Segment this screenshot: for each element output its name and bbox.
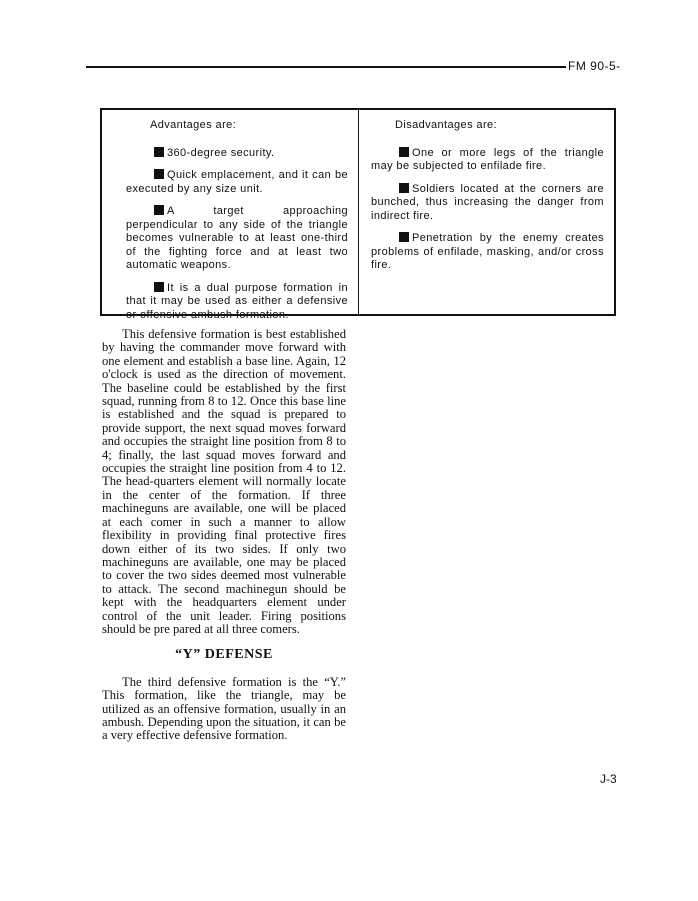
disadvantage-item: One or more legs of the triangle may be subjected to enfilade fire.: [371, 146, 604, 172]
body-paragraph: The third defensive formation is the “Y.” This formation, like the triangle, may be utilized as an offensive formation, usually in an ambush. Depending upon the situation, it can be a very effective defensive formation.: [102, 674, 346, 743]
disadvantages-heading: Disadvantages are:: [395, 119, 497, 131]
bullet-square-icon: [399, 183, 409, 193]
disadvantage-item: Soldiers located at the corners are bunched, thus increasing the danger from indirect fire.: [371, 182, 604, 222]
disadvantage-item: Penetration by the enemy creates problems of enfilade, masking, and/or cross fire.: [371, 232, 604, 271]
advantages-heading: Advantages are:: [150, 119, 237, 131]
advantage-item: 360-degree security.: [126, 147, 348, 161]
body-text-column: [102, 328, 346, 743]
bullet-square-icon: [154, 282, 164, 292]
advantage-item: A target approaching perpendicular to any side of the triangle becomes vulnerable to at least one-third of the fighting force and at least two automatic weapons.: [126, 205, 348, 271]
advantage-item: Quick emplacement, and it can be executed by any size unit.: [126, 169, 348, 195]
section-heading: “Y” DEFENSE: [175, 647, 273, 663]
bullet-square-icon: [154, 169, 164, 179]
advantages-disadvantages-table: [100, 108, 616, 321]
advantage-item: It is a dual purpose formation in that it may be used as either a defensive or offensive ambush formation.: [126, 281, 348, 321]
header-doc-number: FM 90-5-: [568, 59, 621, 73]
bullet-square-icon: [154, 147, 164, 157]
body-paragraph: This defensive formation is best established by having the commander move forward with one element and establish a base line. Again, 12 o'clock is used as the direction of movement. The baseline could be established by the first squad, running from 8 to 12. Once this base line is established and the squad is prepared to provide support, the next squad moves forward and occupies the straight line position from 8 to 4; finally, the last squad moves forward and occupies the straight line position from 4 to 12. The head-quarters element will normally locate in the center of the formation. If three machineguns are available, one will be placed at each comer in such a manner to allow flexibility in providing final protective fires down either of its two sides. If only two machineguns are available, one may be placed to cover the two sides deemed most vulnerable to attack. The second machinegun should be kept with the headquarters element under control of the unit leader. Firing positions should be pre pared at all three comers.: [102, 327, 346, 636]
bullet-square-icon: [399, 232, 409, 242]
bullet-square-icon: [154, 205, 164, 215]
header-rule: [86, 66, 566, 68]
disadvantages-column: [359, 110, 614, 314]
advantages-column: [102, 110, 359, 321]
page-number: J-3: [600, 772, 617, 786]
bullet-square-icon: [399, 147, 409, 157]
